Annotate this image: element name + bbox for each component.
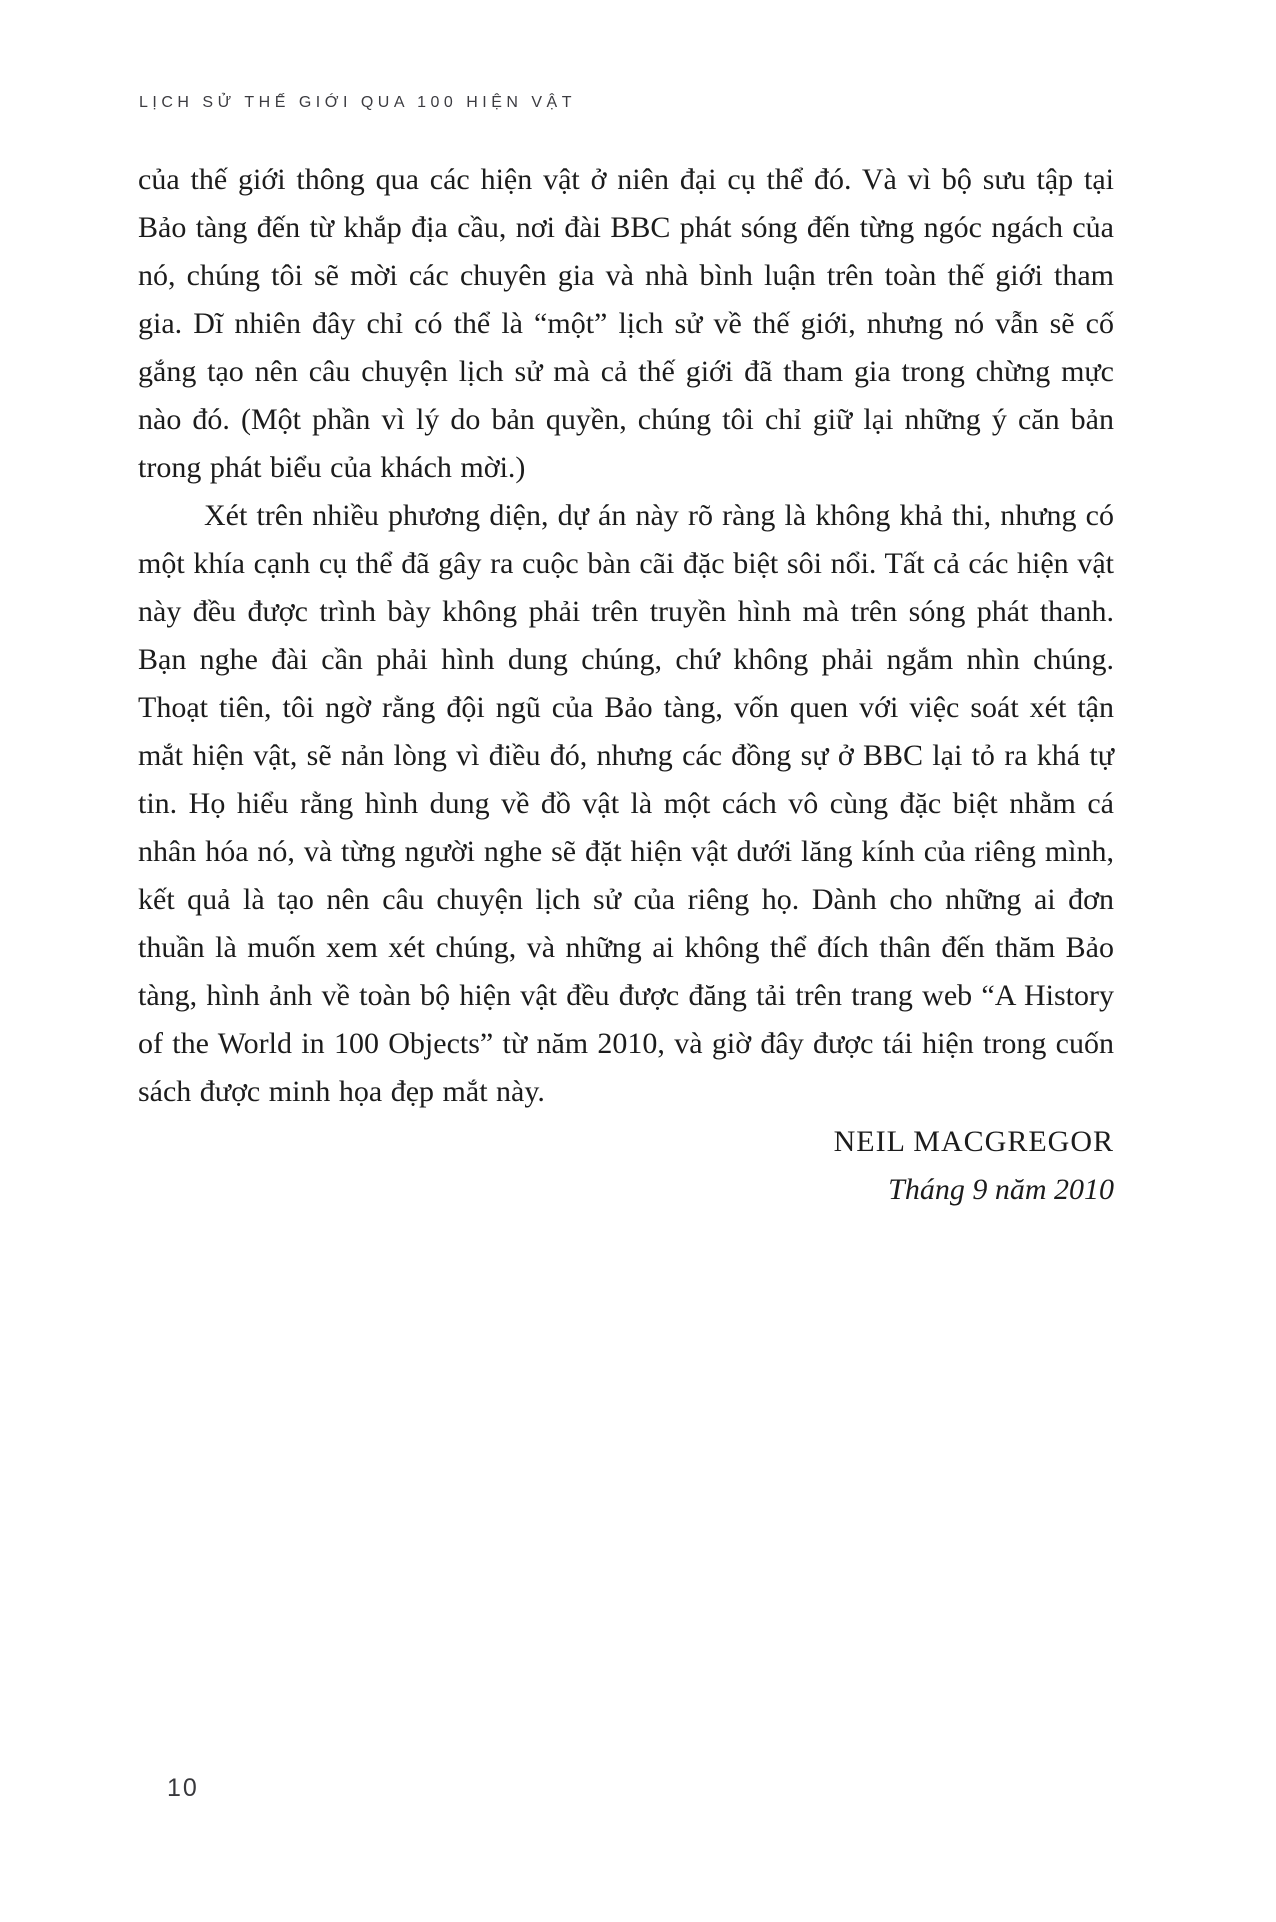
page-number: 10 <box>167 1774 199 1802</box>
signature-block <box>138 1118 1114 1214</box>
signature-date: Tháng 9 năm 2010 <box>888 1173 1114 1206</box>
author-name: NEIL MACGREGOR <box>833 1125 1114 1158</box>
paragraph-continuation: của thế giới thông qua các hiện vật ở niên đại cụ thể đó. Và vì bộ sưu tập tại Bảo tàng đến từ khắp địa cầu, nơi đài BBC phát sóng đến từng ngóc ngách của nó, chúng tôi sẽ mời các chuyên gia và nhà bình luận trên toàn thế giới tham gia. Dĩ nhiên đây chỉ có thể là “một” lịch sử về thế giới, nhưng nó vẫn sẽ cố gắng tạo nên câu chuyện lịch sử mà cả thế giới đã tham gia trong chừng mực nào đó. (Một phần vì lý do bản quyền, chúng tôi chỉ giữ lại những ý căn bản trong phát biểu của khách mời.) <box>138 163 1114 484</box>
paragraph: Xét trên nhiều phương diện, dự án này rõ ràng là không khả thi, nhưng có một khía cạnh cụ thể đã gây ra cuộc bàn cãi đặc biệt sôi nổi. Tất cả các hiện vật này đều được trình bày không phải trên truyền hình mà trên sóng phát thanh. Bạn nghe đài cần phải hình dung chúng, chứ không phải ngắm nhìn chúng. Thoạt tiên, tôi ngờ rằng đội ngũ của Bảo tàng, vốn quen với việc soát xét tận mắt hiện vật, sẽ nản lòng vì điều đó, nhưng các đồng sự ở BBC lại tỏ ra khá tự tin. Họ hiểu rằng hình dung về đồ vật là một cách vô cùng đặc biệt nhằm cá nhân hóa nó, và từng người nghe sẽ đặt hiện vật dưới lăng kính của riêng mình, kết quả là tạo nên câu chuyện lịch sử của riêng họ. Dành cho những ai đơn thuần là muốn xem xét chúng, và những ai không thể đích thân đến thăm Bảo tàng, hình ảnh về toàn bộ hiện vật đều được đăng tải trên trang web “A History of the World in 100 Objects” từ năm 2010, và giờ đây được tái hiện trong cuốn sách được minh họa đẹp mắt này. <box>138 499 1114 1108</box>
running-header: LỊCH SỬ THẾ GIỚI QUA 100 HIỆN VẬT <box>139 94 576 111</box>
body-text-column <box>138 156 1114 1214</box>
